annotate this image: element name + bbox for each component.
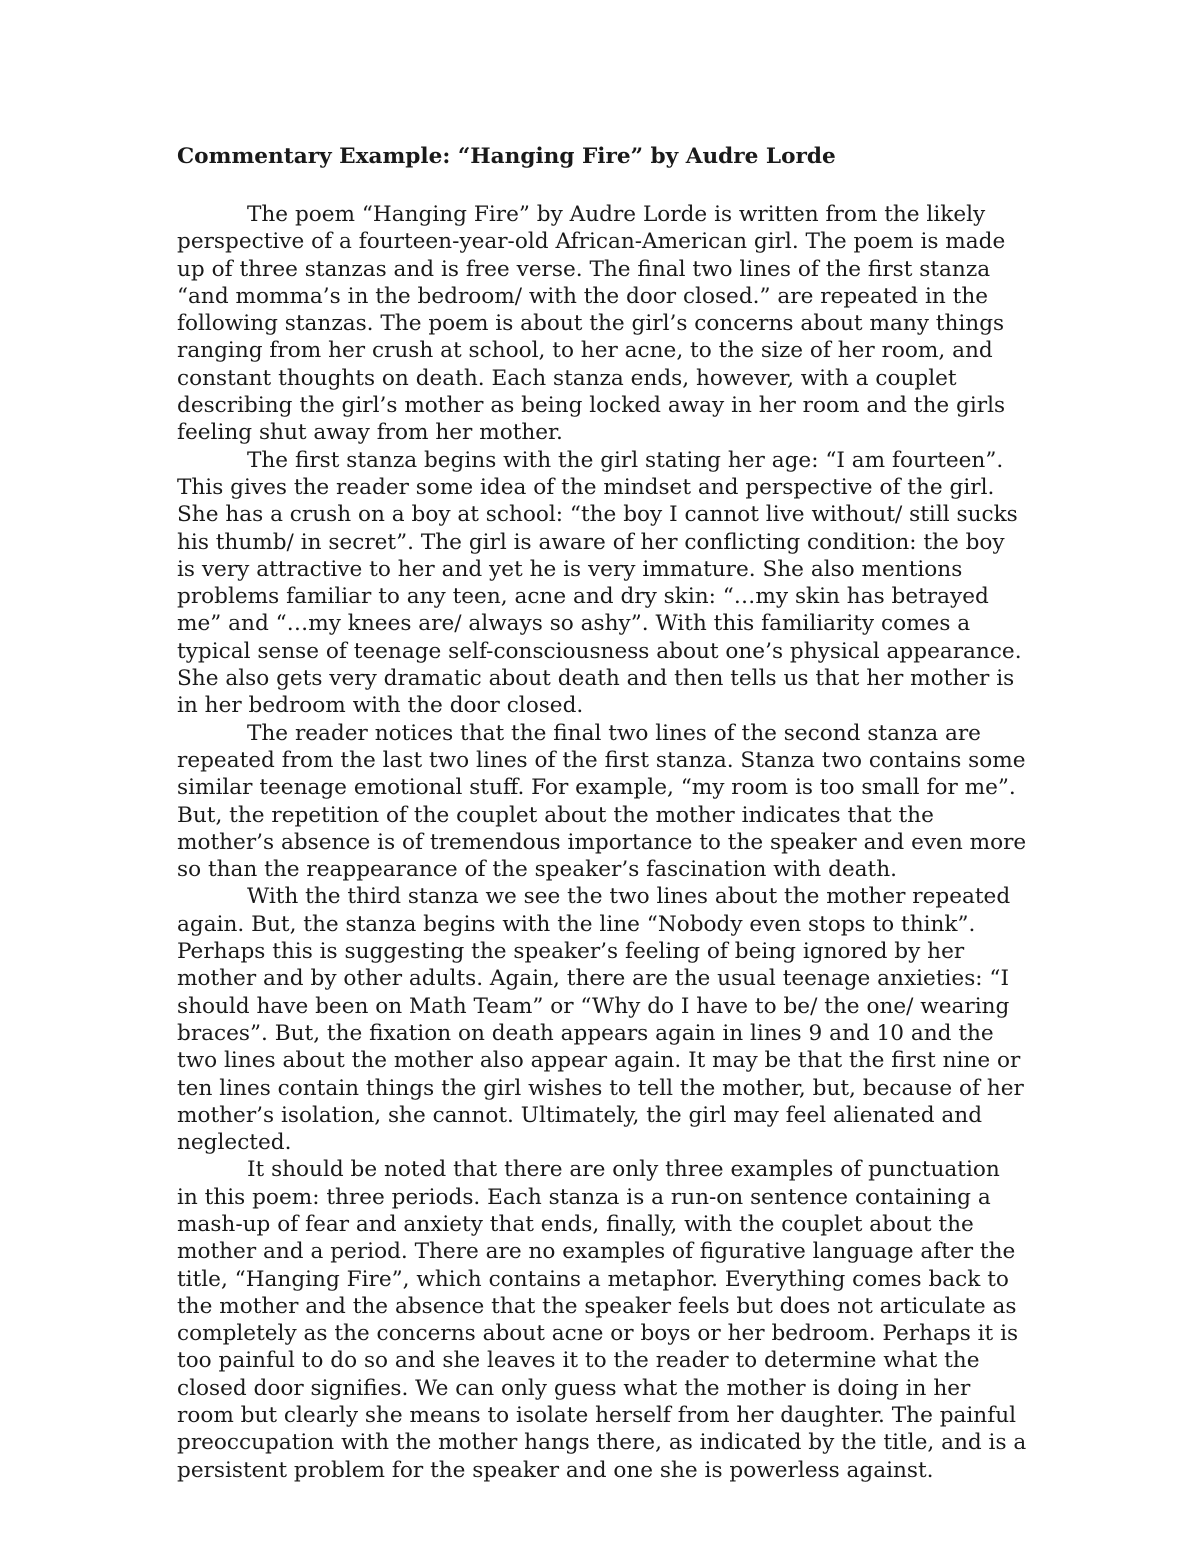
document-body bbox=[177, 140, 1027, 1484]
paragraph-second-stanza: The reader notices that the final two lines of the second stanza are repeated from the last two lines of the first stanza. Stanza two contains some similar teenage emotional stuff. For example, “my room is too small for me”. But, the repetition of the couplet about the mother indicates that the mother’s absence is of tremendous importance to the speaker and even more so than the reappearance of the speaker’s fascination with death. bbox=[177, 720, 1027, 883]
paragraph-intro: The poem “Hanging Fire” by Audre Lorde is written from the likely perspective of a fourteen-year-old African-American girl. The poem is made up of three stanzas and is free verse. The final two lines of the first stanza “and momma’s in the bedroom/ with the door closed.” are repeated in the following stanzas. The poem is about the girl’s concerns about many things ranging from her crush at school, to her acne, to the size of her room, and constant thoughts on death. Each stanza ends, however, with a couplet describing the girl’s mother as being locked away in her room and the girls feeling shut away from her mother. bbox=[177, 202, 1006, 446]
document-title: Commentary Example: “Hanging Fire” by Audre Lorde bbox=[177, 144, 836, 169]
paragraph-first-stanza: The first stanza begins with the girl stating her age: “I am fourteen”. This gives the reader some idea of the mindset and perspective of the girl. She has a crush on a boy at school: “the boy I cannot live without/ still sucks his thumb/ in secret”. The girl is aware of her conflicting condition: the boy is very attractive to her and yet he is very immature. She also mentions problems familiar to any teen, acne and dry skin: “…my skin has betrayed me” and “…my knees are/ always so ashy”. With this familiarity comes a typical sense of teenage self-consciousness about one’s physical appearance. She also gets very dramatic about death and then tells us that her mother is in her bedroom with the door closed. bbox=[177, 447, 1022, 719]
paragraph-third-stanza: With the third stanza we see the two lines about the mother repeated again. But, the stanza begins with the line “Nobody even stops to think”. Perhaps this is suggesting the speaker’s feeling of being ignored by her mother and by other adults. Again, there are the usual teenage anxieties: “I should have been on Math Team” or “Why do I have to be/ the one/ wearing braces”. But, the fixation on death appears again in lines 9 and 10 and the two lines about the mother also appear again. It may be that the first nine or ten lines contain things the girl wishes to tell the mother, but, because of her mother’s isolation, she cannot. Ultimately, the girl may feel alienated and neglected. bbox=[177, 884, 1024, 1156]
paragraph-punctuation: It should be noted that there are only three examples of punctuation in this poem: three periods. Each stanza is a run-on sentence containing a mash-up of fear and anxiety that ends, finally, with the couplet about the mother and a period. There are no examples of figurative language after the title, “Hanging Fire”, which contains a metaphor. Everything comes back to the mother and the absence that the speaker feels but does not articulate as completely as the concerns about acne or boys or her bedroom. Perhaps it is too painful to do so and she leaves it to the reader to determine what the closed door signifies. We can only guess what the mother is doing in her room but clearly she means to isolate herself from her daughter. The painful preoccupation with the mother hangs there, as indicated by the title, and is a persistent problem for the speaker and one she is powerless against. bbox=[177, 1157, 1027, 1483]
